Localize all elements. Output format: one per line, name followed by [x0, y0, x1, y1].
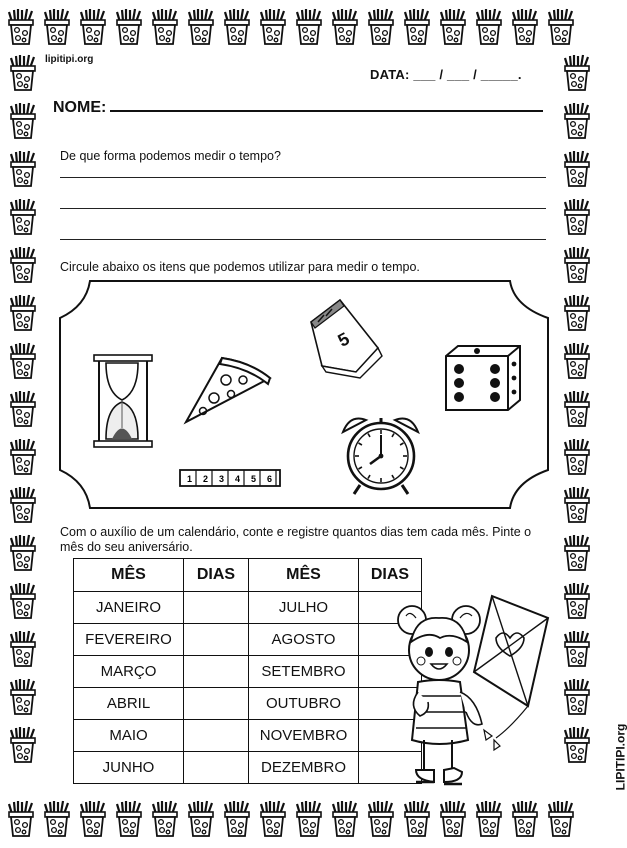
calendar-number: 5 [334, 328, 353, 351]
month-cell: MARÇO [74, 656, 184, 688]
table-row [74, 656, 422, 688]
ruler-number: 1 [187, 474, 193, 484]
month-cell: FEVEREIRO [74, 624, 184, 656]
month-cell: AGOSTO [249, 624, 359, 656]
days-cell[interactable] [184, 688, 249, 720]
month-cell: JUNHO [74, 752, 184, 784]
ruler-number: 6 [267, 474, 273, 484]
header-month-1: MÊS [74, 559, 184, 592]
month-cell: DEZEMBRO [249, 752, 359, 784]
ruler-number: 5 [251, 474, 257, 484]
header-days-1: DIAS [184, 559, 249, 592]
pizza-slice-icon[interactable] [186, 358, 270, 422]
month-cell: OUTUBRO [249, 688, 359, 720]
calendar-icon[interactable] [311, 300, 382, 378]
question-1: De que forma podemos medir o tempo? [60, 149, 281, 163]
header-month-2: MÊS [249, 559, 359, 592]
watermark: LIPITIPI.org [613, 723, 627, 791]
ruler-number: 2 [203, 474, 209, 484]
days-cell[interactable] [184, 656, 249, 688]
hourglass-icon[interactable] [94, 355, 152, 447]
question-3: Com o auxílio de um calendário, conte e registre quantos dias tem cada mês. Pinte o mês do seu aniversário. [60, 525, 532, 554]
month-cell: NOVEMBRO [249, 720, 359, 752]
site-logo: lipitipi.org [45, 54, 94, 65]
ruler-number: 4 [235, 474, 241, 484]
months-table [73, 558, 422, 784]
ruler-icon[interactable] [180, 470, 280, 486]
days-cell[interactable] [184, 752, 249, 784]
month-cell: MAIO [74, 720, 184, 752]
table-header-row [74, 559, 422, 592]
table-row [74, 688, 422, 720]
dice-icon[interactable] [446, 346, 520, 410]
table-row [74, 592, 422, 624]
table-row [74, 624, 422, 656]
alarm-clock-icon[interactable] [343, 418, 418, 494]
name-label: NOME: [53, 99, 107, 116]
month-cell: JANEIRO [74, 592, 184, 624]
question-2: Circule abaixo os itens que podemos utilizar para medir o tempo. [60, 260, 420, 274]
month-cell: ABRIL [74, 688, 184, 720]
table-row [74, 720, 422, 752]
header-days-2: DIAS [359, 559, 422, 592]
days-cell[interactable] [184, 720, 249, 752]
girl-with-kite-illustration [400, 588, 560, 798]
date-field[interactable]: DATA: ___ / ___ / _____. [370, 67, 522, 82]
table-row [74, 752, 422, 784]
month-cell: SETEMBRO [249, 656, 359, 688]
days-cell[interactable] [184, 592, 249, 624]
ruler-number: 3 [219, 474, 225, 484]
month-cell: JULHO [249, 592, 359, 624]
days-cell[interactable] [184, 624, 249, 656]
